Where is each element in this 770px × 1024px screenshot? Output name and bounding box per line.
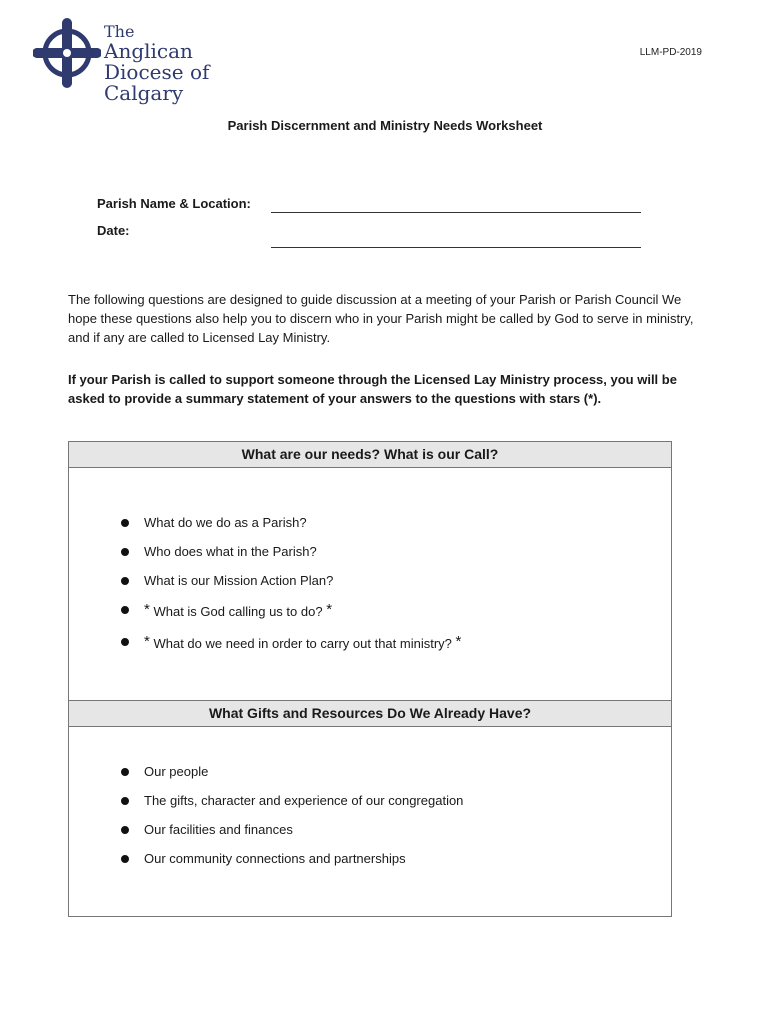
bullet-icon bbox=[121, 797, 129, 805]
celtic-cross-icon bbox=[33, 18, 101, 88]
list-item bbox=[69, 515, 671, 544]
needs-section-heading: What are our needs? What is our Call? bbox=[69, 441, 671, 468]
star-marker: * bbox=[144, 633, 150, 650]
list-item bbox=[69, 851, 671, 880]
bullet-icon bbox=[121, 548, 129, 556]
gifts-section-heading: What Gifts and Resources Do We Already Have? bbox=[69, 700, 671, 727]
intro-paragraph bbox=[68, 290, 708, 347]
bullet-icon bbox=[121, 519, 129, 527]
star-marker: * bbox=[144, 601, 150, 618]
logo-line-anglican: Anglican bbox=[104, 39, 193, 63]
bullet-icon bbox=[121, 577, 129, 585]
star-marker: * bbox=[455, 633, 462, 650]
list-item-text: Our people bbox=[144, 764, 209, 779]
document-code: LLM-PD-2019 bbox=[639, 47, 702, 58]
logo-line-diocese: Diocese of Calgary bbox=[104, 60, 210, 105]
intro-text: The following questions are designed to guide discussion at a meeting of your Parish or Parish Council We hope these questions also help you to discern who in your Parish might be called by God to serve in ministry, and if any are called to Licensed Lay Ministry. bbox=[68, 292, 694, 345]
bullet-icon bbox=[121, 768, 129, 776]
list-item-text: What do we do as a Parish? bbox=[144, 515, 307, 530]
parish-name-label: Parish Name & Location: bbox=[97, 196, 251, 211]
bullet-icon bbox=[121, 638, 129, 646]
diocese-logo bbox=[33, 18, 273, 105]
page-title: Parish Discernment and Ministry Needs Worksheet bbox=[227, 118, 543, 133]
logo-line-the: The bbox=[104, 22, 135, 41]
list-item bbox=[69, 602, 671, 634]
list-item-text: What is our Mission Action Plan? bbox=[144, 573, 334, 588]
list-item bbox=[69, 822, 671, 851]
list-item bbox=[69, 544, 671, 573]
list-item bbox=[69, 634, 671, 663]
list-item-text: The gifts, character and experience of our congregation bbox=[144, 793, 464, 808]
list-item-text: Our facilities and finances bbox=[144, 822, 293, 837]
star-marker: * bbox=[326, 601, 333, 618]
list-item-text: What do we need in order to carry out that ministry? bbox=[153, 636, 452, 651]
list-item-text: Who does what in the Parish? bbox=[144, 544, 317, 559]
list-item-text: Our community connections and partnerships bbox=[144, 851, 406, 866]
bullet-icon bbox=[121, 826, 129, 834]
gifts-section bbox=[68, 700, 672, 917]
needs-section bbox=[68, 441, 672, 701]
list-item bbox=[69, 764, 671, 793]
parish-name-field[interactable] bbox=[271, 197, 641, 213]
list-item bbox=[69, 573, 671, 602]
bullet-icon bbox=[121, 855, 129, 863]
needs-list bbox=[69, 515, 671, 663]
gifts-list bbox=[69, 764, 671, 880]
bullet-icon bbox=[121, 606, 129, 614]
date-field[interactable] bbox=[271, 232, 641, 248]
list-item bbox=[69, 793, 671, 822]
list-item-text: What is God calling us to do? bbox=[153, 604, 323, 619]
date-label: Date: bbox=[97, 223, 130, 238]
logo-wordmark bbox=[104, 22, 273, 104]
instruction-text: If your Parish is called to support someone through the Licensed Lay Ministry process, you will be asked to provide a summary statement of your answers to the questions with stars (*). bbox=[68, 372, 677, 406]
